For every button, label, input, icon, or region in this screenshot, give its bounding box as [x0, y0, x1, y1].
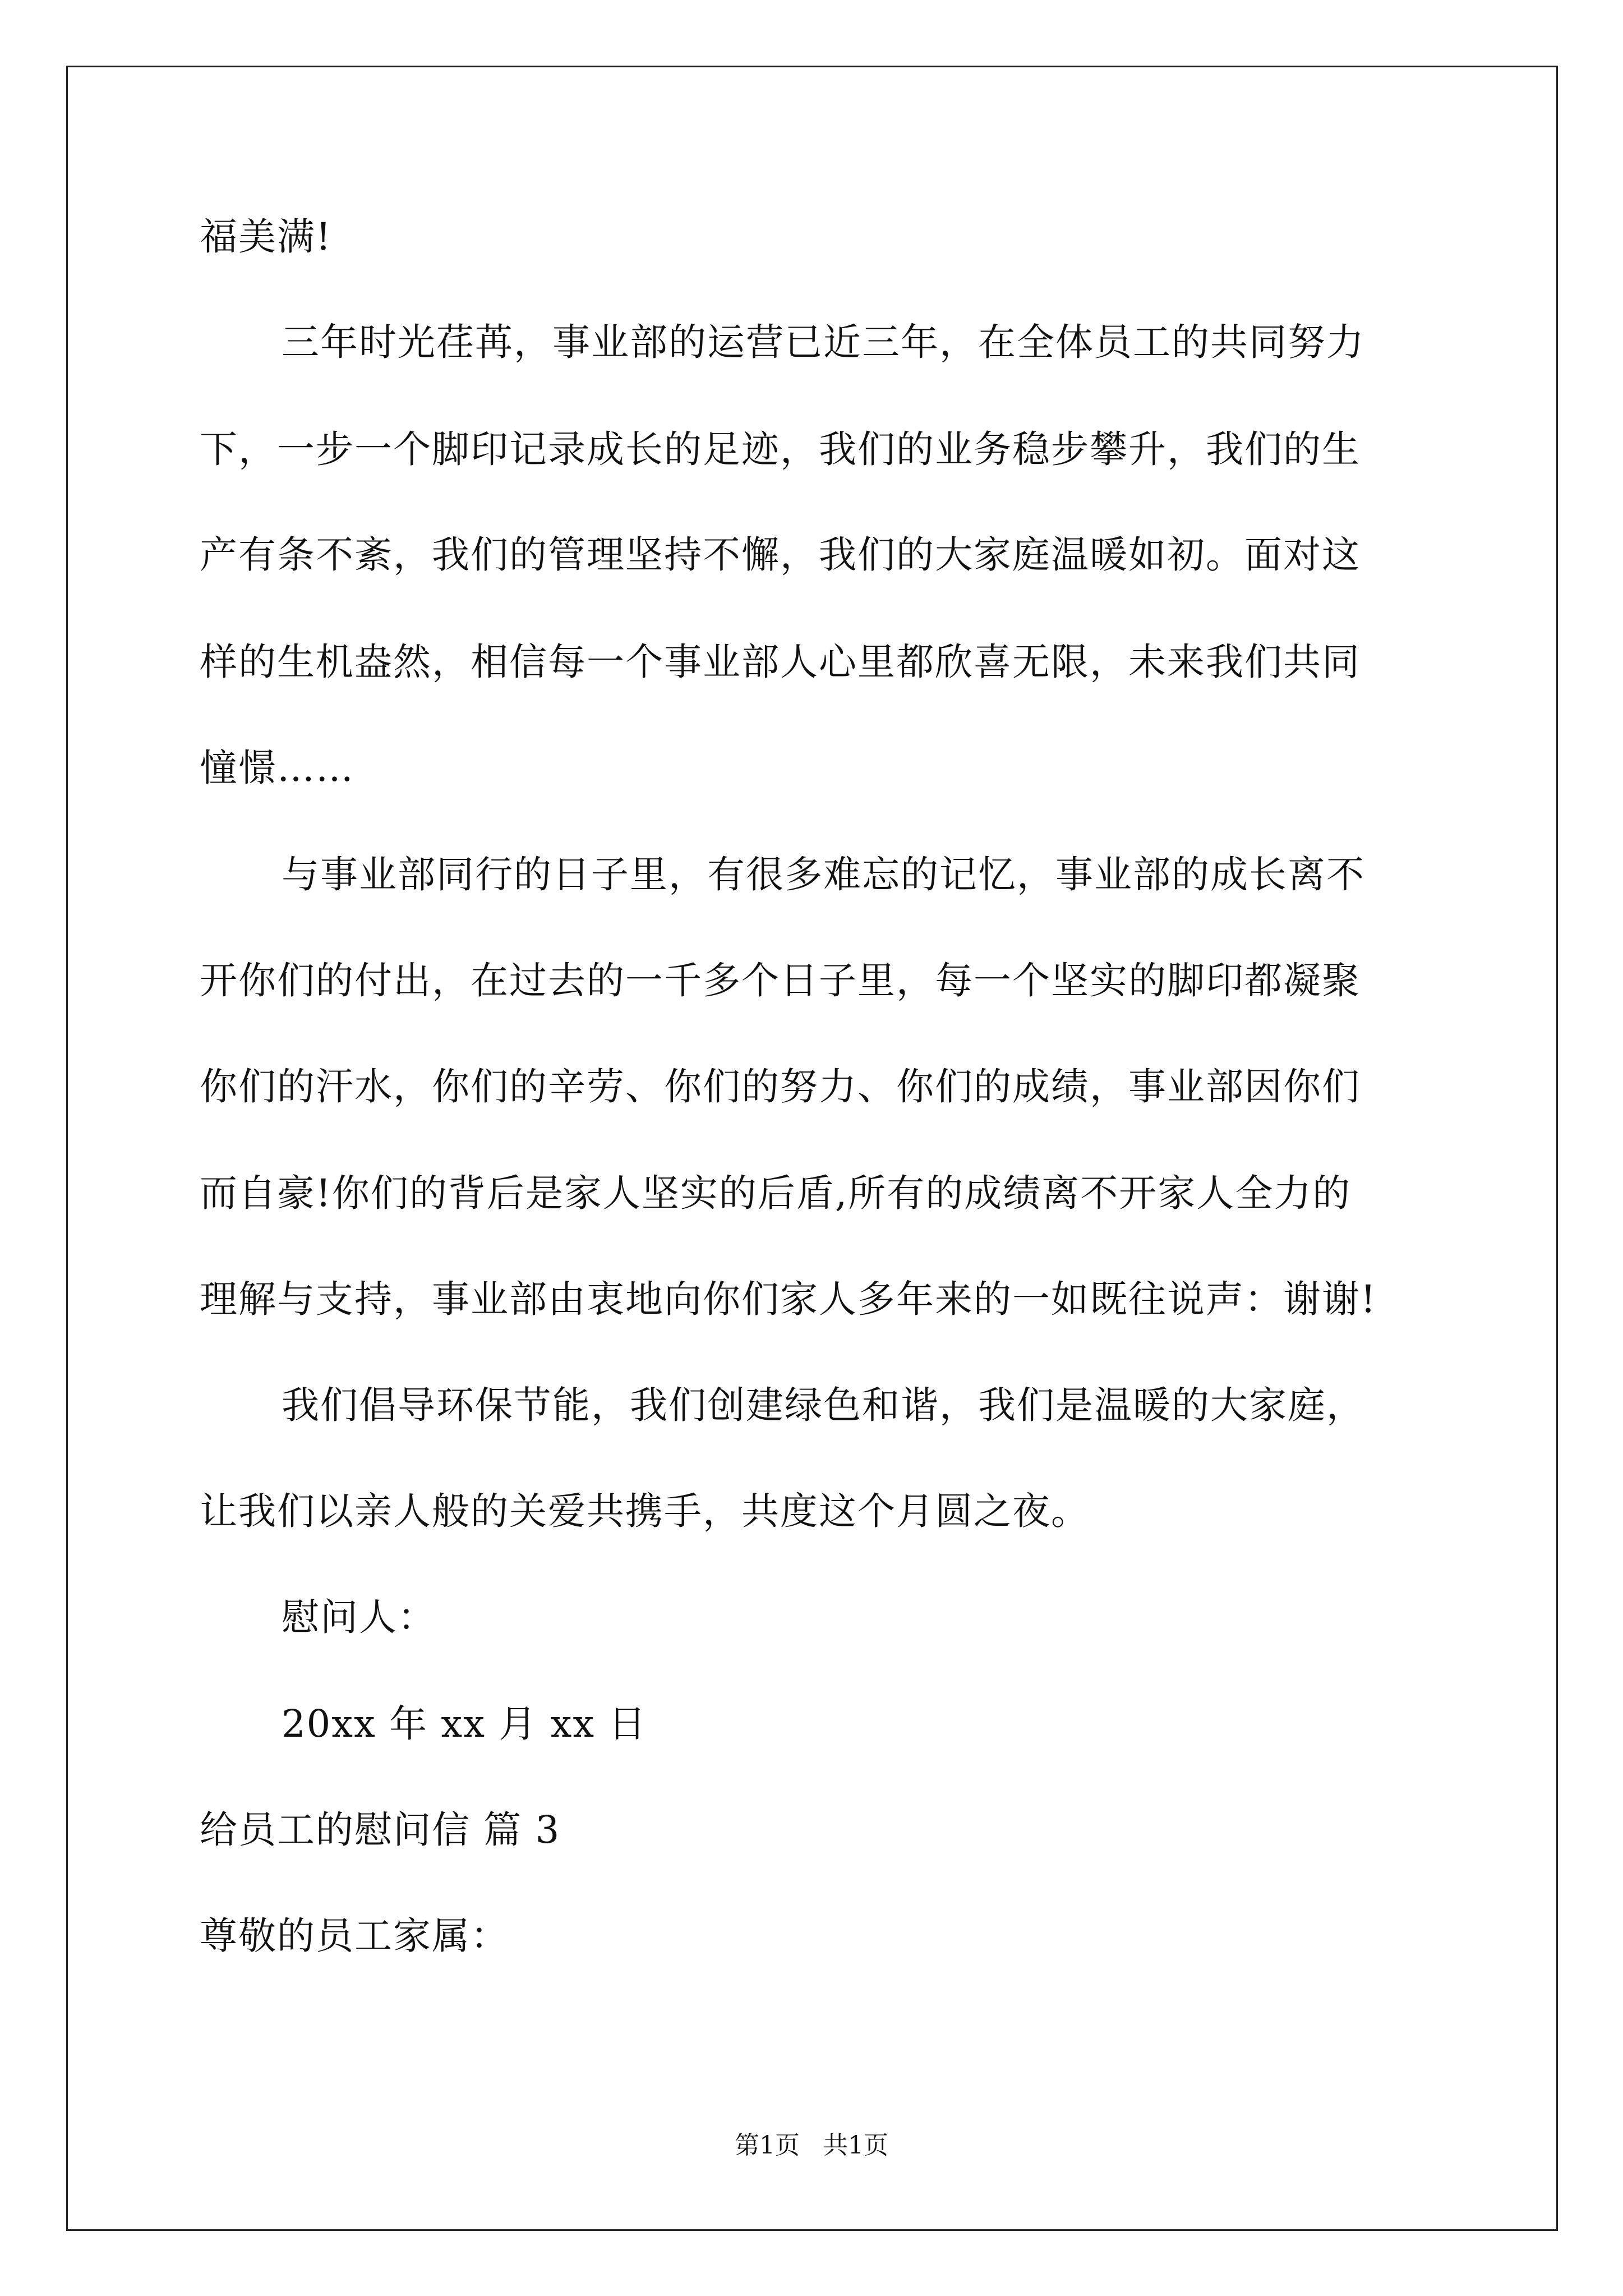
- text-line: 而自豪!你们的背后是家人坚实的后盾,所有的成绩离不开家人全力的: [200, 1171, 1352, 1215]
- text-line: 开你们的付出，在过去的一千多个日子里，每一个坚实的脚印都凝聚: [200, 959, 1361, 1002]
- text-line: 理解与支持，事业部由衷地向你们家人多年来的一如既往说声：谢谢!: [200, 1277, 1377, 1321]
- text-line: 20xx 年 xx 月 xx 日: [282, 1702, 647, 1746]
- section-heading: 给员工的慰问信 篇 3: [200, 1808, 561, 1852]
- text-line: 样的生机盎然，相信每一个事业部人心里都欣喜无限，未来我们共同: [200, 640, 1361, 684]
- text-line: 三年时光荏苒，事业部的运营已近三年，在全体员工的共同努力: [282, 320, 1365, 364]
- salutation: 尊敬的员工家属：: [200, 1914, 509, 1958]
- text-line: 憧憬……: [200, 746, 354, 790]
- text-line: 慰问人：: [282, 1595, 436, 1639]
- text-line: 让我们以亲人般的关爱共携手，共度这个月圆之夜。: [200, 1489, 1090, 1533]
- text-line: 你们的汗水，你们的辛劳、你们的努力、你们的成绩，事业部因你们: [200, 1065, 1361, 1108]
- text-line: 我们倡导环保节能，我们创建绿色和谐，我们是温暖的大家庭，: [282, 1383, 1365, 1427]
- text-line: 福美满!: [200, 215, 332, 259]
- text-line: 下，一步一个脚印记录成长的足迹，我们的业务稳步攀升，我们的生: [200, 427, 1361, 471]
- text-line: 与事业部同行的日子里，有很多难忘的记忆，事业部的成长离不: [282, 853, 1365, 896]
- text-line: 产有条不紊，我们的管理坚持不懈，我们的大家庭温暖如初。面对这: [200, 533, 1361, 577]
- page-border: [66, 66, 1558, 2231]
- page-footer: 第1页 共1页: [735, 2131, 888, 2160]
